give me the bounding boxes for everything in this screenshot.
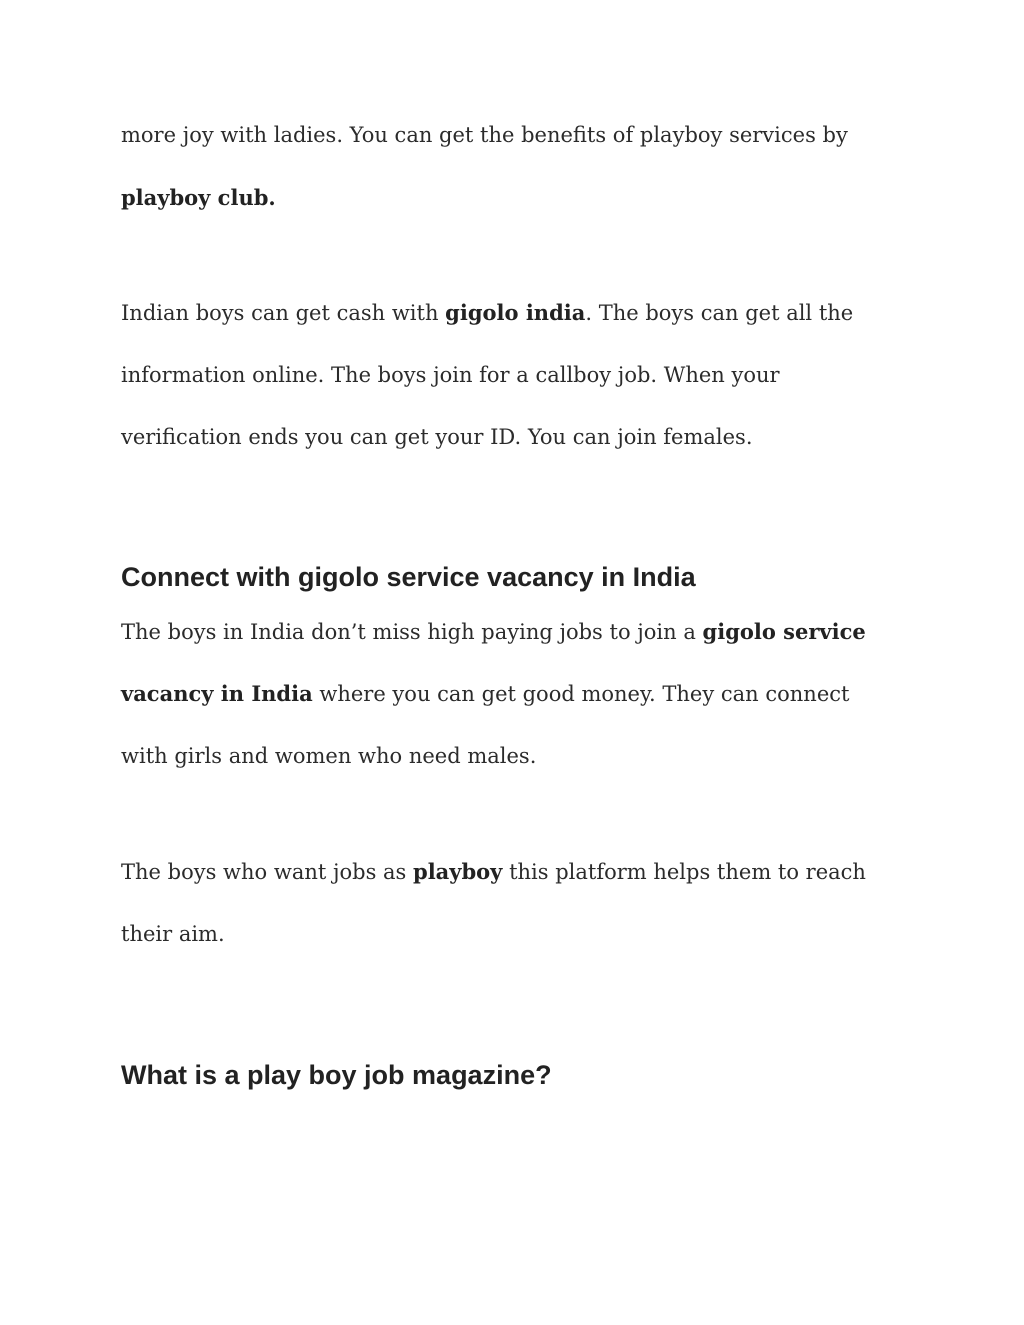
paragraph-3-line-2: [121, 680, 849, 708]
text-run: information online. The boys join for a callboy job. When your: [121, 363, 780, 387]
text-run: . The boys can get all the: [585, 301, 854, 325]
text-run: verification ends you can get your ID. You can join females.: [121, 425, 753, 449]
paragraph-1-line-1: [121, 121, 848, 149]
bold-keyword-playboy: playboy: [413, 859, 503, 884]
text-run: The boys in India don’t miss high paying jobs to join a: [121, 620, 703, 644]
paragraph-3-line-3: [121, 742, 536, 770]
paragraph-4-line-2: [121, 920, 225, 948]
paragraph-3-line-1: [121, 618, 866, 646]
paragraph-1-line-2: [121, 184, 276, 212]
section-heading-magazine: What is a play boy job magazine?: [121, 1060, 552, 1090]
section-heading-connect: Connect with gigolo service vacancy in India: [121, 562, 696, 592]
bold-keyword-vacancy-in-india: vacancy in India: [121, 681, 313, 706]
text-run: with girls and women who need males.: [121, 744, 537, 768]
bold-keyword-playboy-club: playboy club.: [121, 185, 276, 210]
paragraph-4-line-1: [121, 858, 866, 886]
bold-keyword-gigolo-service: gigolo service: [702, 619, 866, 644]
paragraph-2-line-2: [121, 361, 780, 389]
bold-keyword-gigolo-india: gigolo india: [445, 300, 586, 325]
paragraph-2-line-3: [121, 423, 753, 451]
paragraph-2-line-1: [121, 299, 853, 327]
text-run: more joy with ladies. You can get the benefits of playboy services by: [121, 123, 848, 147]
text-run: where you can get good money. They can connect: [312, 682, 850, 706]
text-run: Indian boys can get cash with: [121, 301, 446, 325]
text-run: their aim.: [121, 922, 225, 946]
text-run: this platform helps them to reach: [502, 860, 866, 884]
text-run: The boys who want jobs as: [121, 860, 414, 884]
